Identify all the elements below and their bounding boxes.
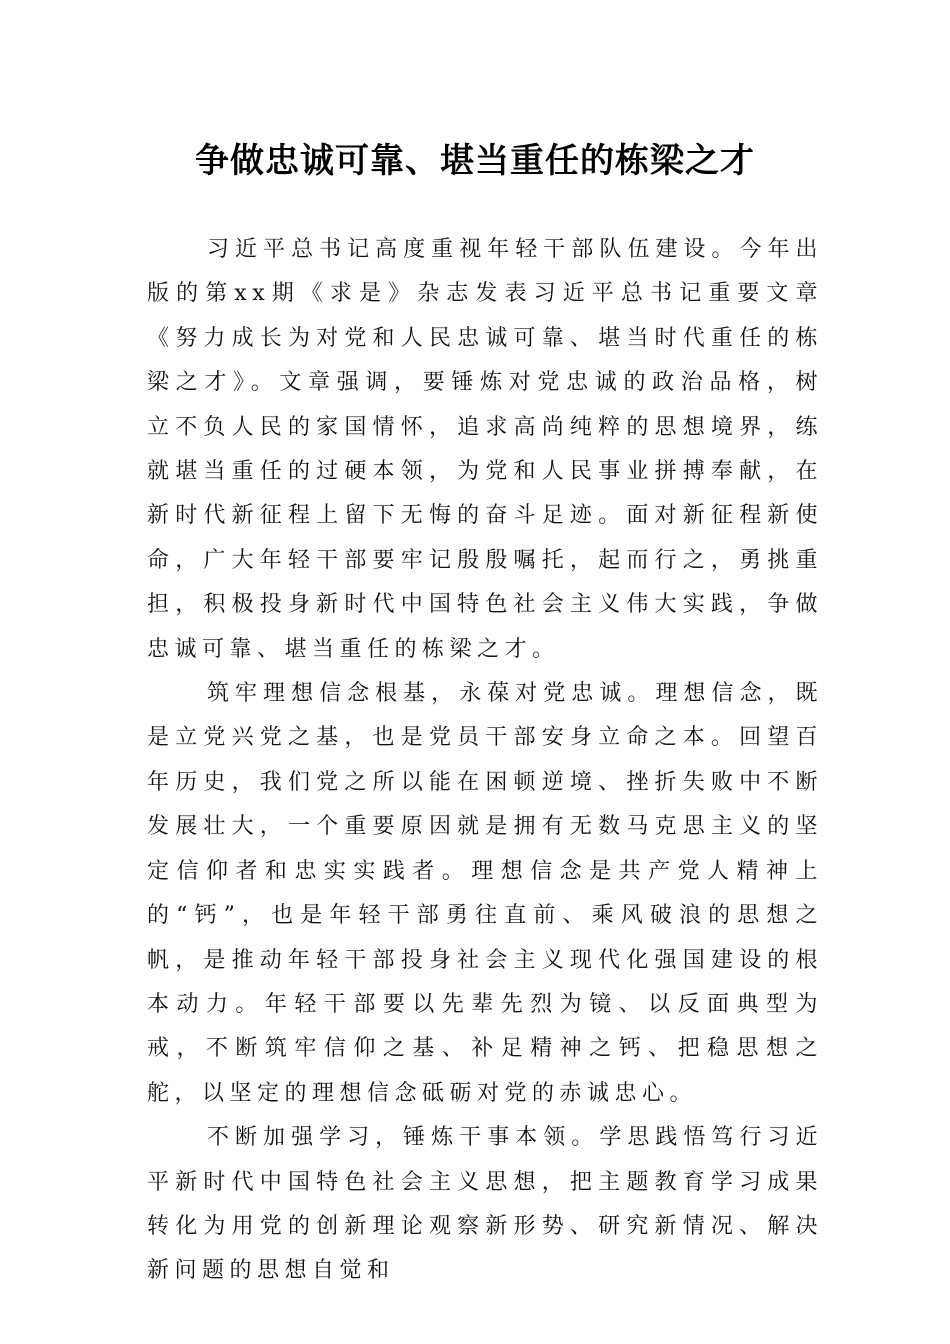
document-title: 争做忠诚可靠、堪当重任的栋梁之才 — [195, 141, 755, 181]
paragraph-intro: 习近平总书记高度重视年轻干部队伍建设。今年出版的第xx期《求是》杂志发表习近平总书记重要文章《努力成长为对党和人民忠诚可靠、堪当时代重任的栋梁之才》。文章强调，要锤炼对党忠诚的政治品格，树立不负人民的家国情怀，追求高尚纯粹的思想境界，练就堪当重任的过硬本领，为党和人民事业拼搏奉献，在新时代新征程上留下无悔的奋斗足迹。面对新征程新使命，广大年轻干部要牢记殷殷嘱托，起而行之，勇挑重担，积极投身新时代中国特色社会主义伟大实践，争做忠诚可靠、堪当重任的栋梁之才。 — [147, 237, 823, 662]
paragraph-ideals: 筑牢理想信念根基，永葆对党忠诚。理想信念，既是立党兴党之基，也是党员干部安身立命之本。回望百年历史，我们党之所以能在困顿逆境、挫折失败中不断发展壮大，一个重要原因就是拥有无数马克思主义的坚定信仰者和忠实实践者。理想信念是共产党人精神上的“钙”，也是年轻干部勇往直前、乘风破浪的思想之帆，是推动年轻干部投身社会主义现代化强国建设的根本动力。年轻干部要以先辈先烈为镜、以反面典型为戒，不断筑牢信仰之基、补足精神之钙、把稳思想之舵，以坚定的理想信念砥砺对党的赤诚忠心。 — [147, 681, 823, 1106]
paragraph-learning: 不断加强学习，锤炼干事本领。学思践悟笃行习近平新时代中国特色社会主义思想，把主题教育学习成果转化为用党的创新理论观察新形势、研究新情况、解决新问题的思想自觉和 — [147, 1125, 823, 1284]
document-body — [147, 228, 823, 1294]
